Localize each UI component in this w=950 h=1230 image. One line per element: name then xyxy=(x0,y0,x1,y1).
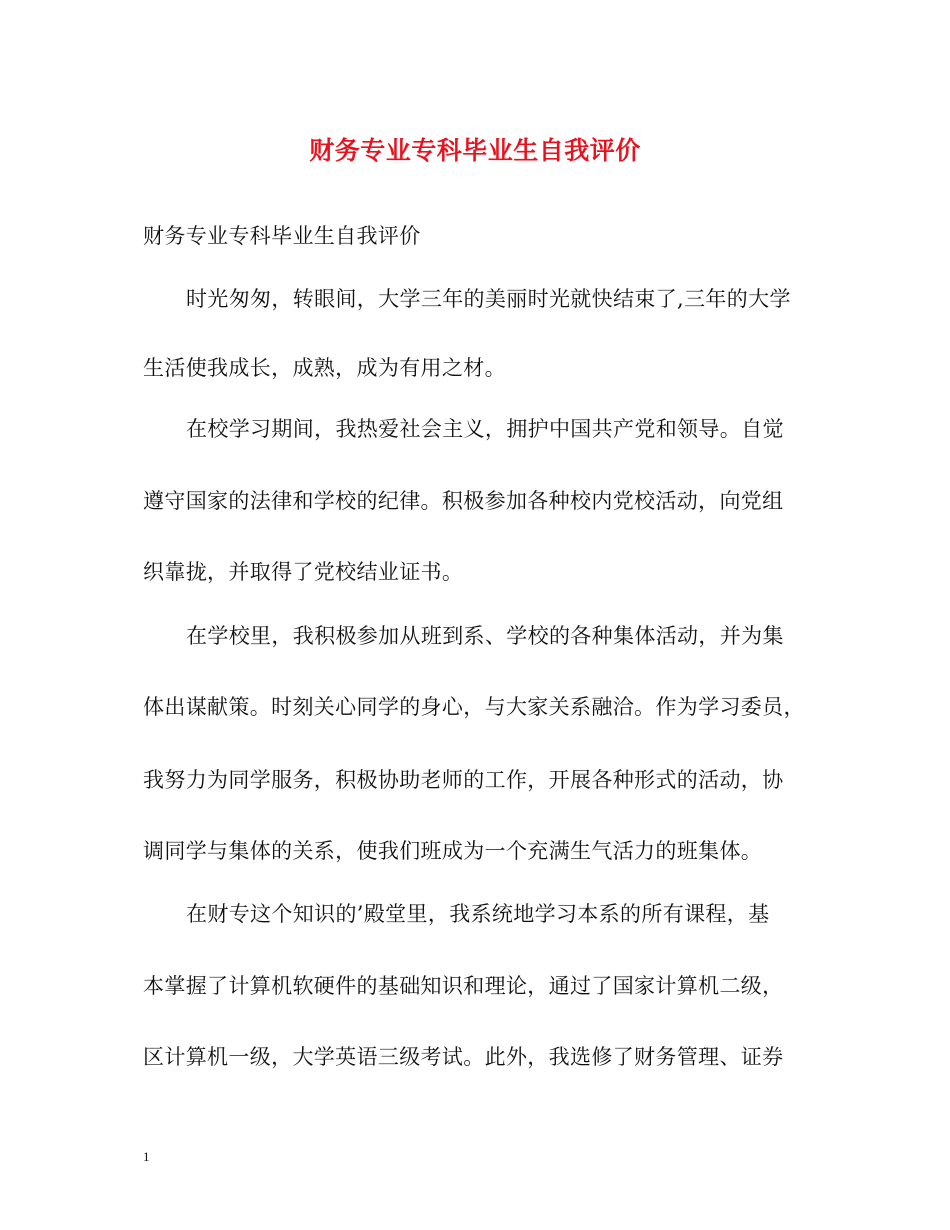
document-title: 财务专业专科毕业生自我评价 xyxy=(309,136,641,165)
text-line: 在学校里，我积极参加从班到系、学校的各种集体活动，并为集 xyxy=(186,624,784,648)
text-line: 本掌握了计算机软硬件的基础知识和理论，通过了国家计算机二级， xyxy=(143,974,784,998)
page-number: 1 xyxy=(143,1149,150,1164)
text-line: 在财专这个知识的’殿堂里，我系统地学习本系的所有课程，基 xyxy=(186,902,770,926)
text-line: 织靠拢，并取得了党校结业证书。 xyxy=(143,560,464,584)
text-line: 我努力为同学服务，积极协助老师的工作，开展各种形式的活动，协 xyxy=(143,768,784,792)
text-line: 时光匆匆，转眼间，大学三年的美丽时光就快结束了,三年的大学 xyxy=(186,287,791,311)
text-line: 遵守国家的法律和学校的纪律。积极参加各种校内党校活动，向党组 xyxy=(143,489,784,513)
text-line: 体出谋献策。时刻关心同学的身心，与大家关系融洽。作为学习委员， xyxy=(143,695,805,719)
text-line: 在校学习期间，我热爱社会主义，拥护中国共产党和领导。自觉 xyxy=(186,417,784,441)
text-line: 生活使我成长，成熟，成为有用之材。 xyxy=(143,356,506,380)
text-line: 区计算机一级，大学英语三级考试。此外，我选修了财务管理、证券 xyxy=(143,1045,784,1069)
document-subtitle: 财务专业专科毕业生自我评价 xyxy=(143,224,421,248)
text-line: 调同学与集体的关系，使我们班成为一个充满生气活力的班集体。 xyxy=(143,839,763,863)
